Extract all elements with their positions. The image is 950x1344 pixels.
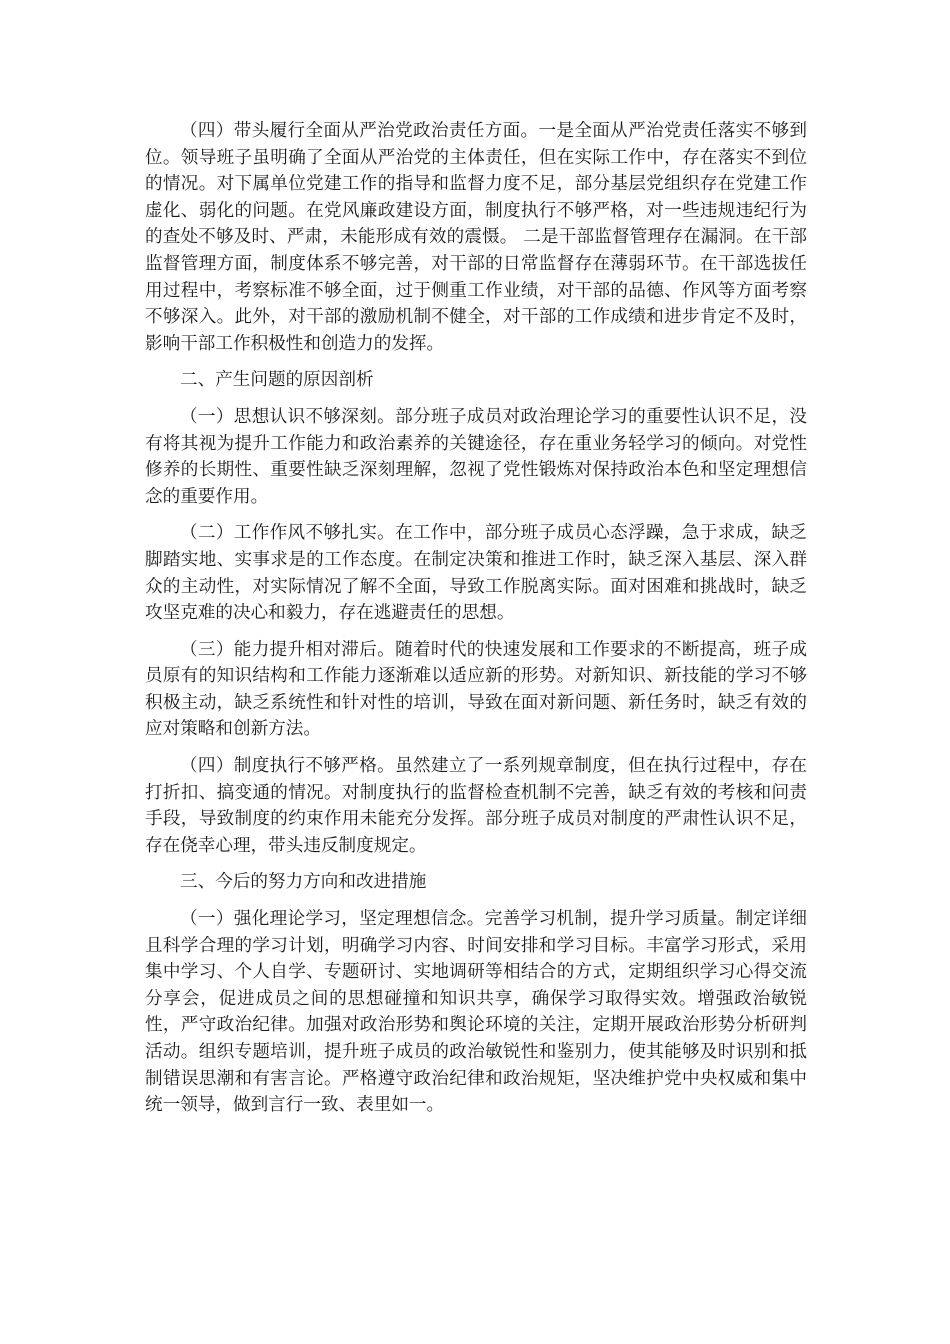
document-page [145, 118, 807, 1129]
paragraph-theory-study: （一）强化理论学习，坚定理想信念。完善学习机制，提升学习质量。制定详细且科学合理的学习计划，明确学习内容、时间安排和学习目标。丰富学习形式，采用集中学习、个人自学、专题研讨、实地调研等相结合的方式，定期组织学习心得交流分享会，促进成员之间的思想碰撞和知识共享，确保学习取得实效。增强政治敏锐性，严守政治纪律。加强对政治形势和舆论环境的关注，定期开展政治形势分析研判活动。组织专题培训，提升班子成员的政治敏锐性和鉴别力，使其能够及时识别和抵制错误思潮和有害言论。严格遵守政治纪律和政治规矩，坚决维护党中央权威和集中统一领导，做到言行一致、表里如一。 [145, 909, 807, 1116]
paragraph-ability: （三）能力提升相对滞后。随着时代的快速发展和工作要求的不断提高，班子成员原有的知识结构和工作能力逐渐难以适应新的形势。对新知识、新技能的学习不够积极主动，缺乏系统性和针对性的培训，导致在面对新问题、新任务时，缺乏有效的应对策略和创新方法。 [145, 639, 807, 740]
section-heading-measures: 三、今后的努力方向和改进措施 [180, 872, 427, 893]
section-heading-causes: 二、产生问题的原因剖析 [180, 370, 374, 391]
paragraph-work-style: （二）工作作风不够扎实。在工作中，部分班子成员心态浮躁，急于求成，缺乏脚踏实地、实事求是的工作态度。在制定决策和推进工作时，缺乏深入基层、深入群众的主动性，对实际情况了解不全面，导致工作脱离实际。面对困难和挑战时，缺乏攻坚克难的决心和毅力，存在逃避责任的思想。 [145, 523, 807, 624]
paragraph-responsibility: （四）带头履行全面从严治党政治责任方面。一是全面从严治党责任落实不够到位。领导班子虽明确了全面从严治党的主体责任，但在实际工作中，存在落实不到位的情况。对下属单位党建工作的指导和监督力度不足，部分基层党组织存在党建工作虚化、弱化的问题。在党风廉政建设方面，制度执行不够严格，对一些违规违纪行为的查处不够及时、严肃，未能形成有效的震慑。 二是干部监督管理存在漏洞。在干部监督管理方面，制度体系不够完善，对干部的日常监督存在薄弱环节。在干部选拔任用过程中，考察标准不够全面，过于侧重工作业绩，对干部的品德、作风等方面考察不够深入。此外，对干部的激励机制不健全，对干部的工作成绩和进步肯定不及时，影响干部工作积极性和创造力的发挥。 [145, 121, 807, 354]
paragraph-thinking: （一）思想认识不够深刻。部分班子成员对政治理论学习的重要性认识不足，没有将其视为提升工作能力和政治素养的关键途径，存在重业务轻学习的倾向。对党性修养的长期性、重要性缺乏深刻理解，忽视了党性锻炼对保持政治本色和坚定理想信念的重要作用。 [145, 406, 807, 507]
paragraph-institution: （四）制度执行不够严格。虽然建立了一系列规章制度，但在执行过程中，存在打折扣、搞变通的情况。对制度执行的监督检查机制不完善，缺乏有效的考核和问责手段，导致制度的约束作用未能充分发挥。部分班子成员对制度的严肃性认识不足，存在侥幸心理，带头违反制度规定。 [145, 756, 807, 856]
